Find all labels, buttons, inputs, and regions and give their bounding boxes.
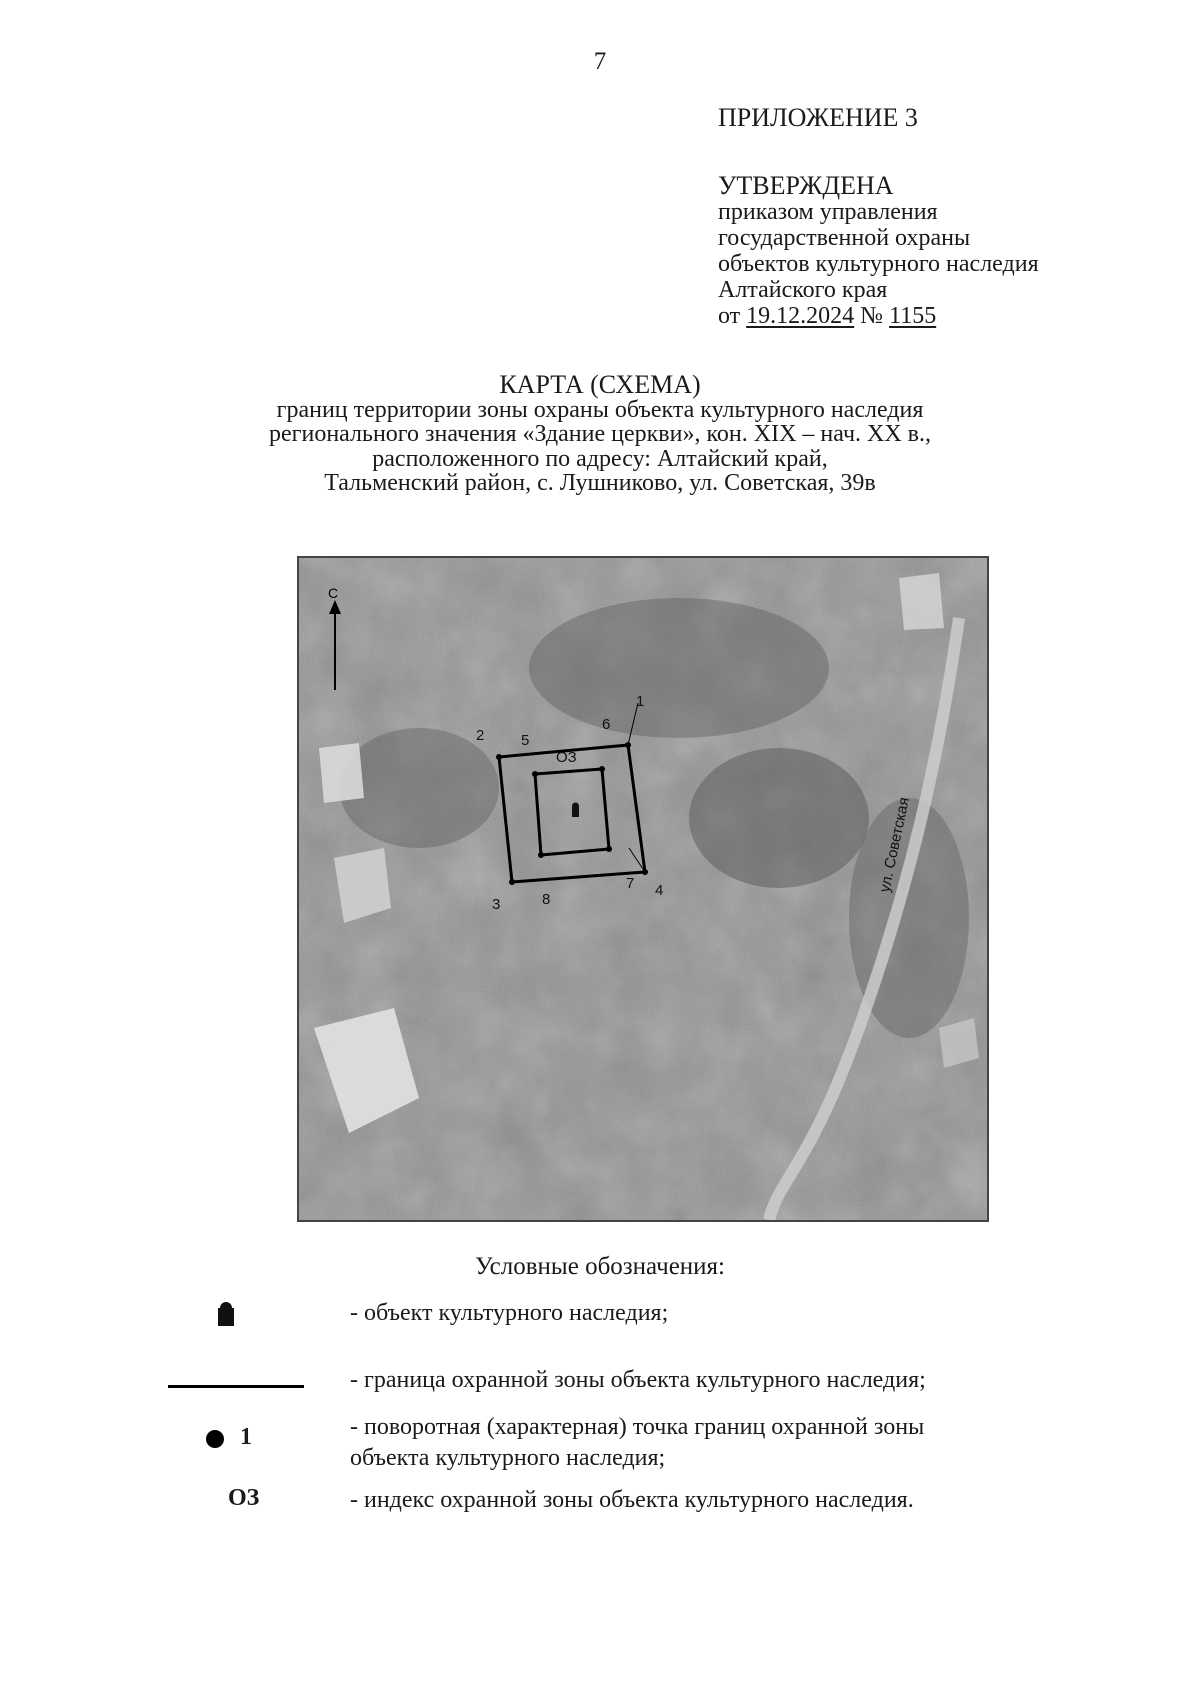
- legend-item-text: - объект культурного наследия;: [350, 1300, 669, 1326]
- monument-icon: [572, 803, 579, 818]
- appendix-label: ПРИЛОЖЕНИЕ 3: [718, 103, 918, 132]
- title-line: расположенного по адресу: Алтайский край,: [372, 445, 828, 472]
- building: [319, 743, 364, 803]
- approved-line: приказом управления: [718, 199, 938, 225]
- title-line: границ территории зоны охраны объекта культурного наследия: [276, 396, 924, 423]
- boundary-line-sample: [168, 1385, 304, 1388]
- approval-number: 1155: [889, 303, 937, 329]
- turning-point-icon: [206, 1430, 224, 1448]
- number-sign: №: [860, 303, 884, 329]
- tree-area: [689, 748, 869, 888]
- legend-item-text: [350, 1412, 924, 1474]
- legend-zone-index: ОЗ: [228, 1485, 260, 1511]
- title-line: регионального значения «Здание церкви», кон. XIX – нач. XX в.,: [268, 421, 932, 447]
- turning-point: [532, 771, 538, 777]
- aerial-map: [297, 556, 989, 1222]
- turning-point: [509, 879, 515, 885]
- title-line: Тальменский район, с. Лушниково, ул. Советская, 39в: [324, 470, 876, 496]
- approved-line: государственной охраны: [718, 225, 971, 251]
- point-label-8: 8: [542, 891, 551, 908]
- monument-icon: [216, 1300, 236, 1331]
- legend-title: Условные обозначения:: [474, 1253, 726, 1280]
- tree-area: [529, 598, 829, 738]
- point-label-4: 4: [655, 882, 664, 899]
- legend-item-text: - граница охранной зоны объекта культурного наследия;: [350, 1367, 926, 1393]
- approved-heading: УТВЕРЖДЕНА: [718, 171, 894, 200]
- point-label-7: 7: [626, 875, 635, 892]
- approval-block: [718, 173, 1039, 329]
- legend-item-text: - индекс охранной зоны объекта культурного наследия.: [350, 1487, 914, 1513]
- point-label-3: 3: [492, 896, 501, 913]
- street-label: ул. Советская: [876, 795, 914, 894]
- legend-symbol-label: 1: [240, 1424, 252, 1450]
- zone-label: ОЗ: [556, 749, 577, 766]
- turning-point: [538, 852, 544, 858]
- document-title: [0, 370, 1200, 496]
- turning-point: [606, 846, 612, 852]
- turning-point: [625, 742, 631, 748]
- approval-date: 19.12.2024: [746, 303, 855, 329]
- title-main: КАРТА (СХЕМА): [499, 370, 701, 399]
- legend-item-line: - поворотная (характерная) точка границ охранной зоны: [350, 1414, 925, 1440]
- north-label: С: [328, 585, 339, 601]
- approved-line: объектов культурного наследия: [718, 251, 1039, 277]
- turning-point: [496, 754, 502, 760]
- turning-point: [642, 869, 648, 875]
- point-label-5: 5: [521, 732, 530, 749]
- approved-line: Алтайского края: [718, 277, 888, 303]
- point-label-6: 6: [602, 716, 611, 733]
- date-prefix: от: [718, 303, 741, 329]
- approval-date-line: [718, 303, 1039, 329]
- point-label-2: 2: [476, 727, 485, 744]
- turning-point: [599, 766, 605, 772]
- map-svg: [299, 558, 987, 1220]
- building: [899, 573, 944, 630]
- point-label-1: 1: [636, 693, 645, 710]
- legend-item-line: объекта культурного наследия;: [350, 1445, 666, 1471]
- page-number: 7: [593, 48, 607, 75]
